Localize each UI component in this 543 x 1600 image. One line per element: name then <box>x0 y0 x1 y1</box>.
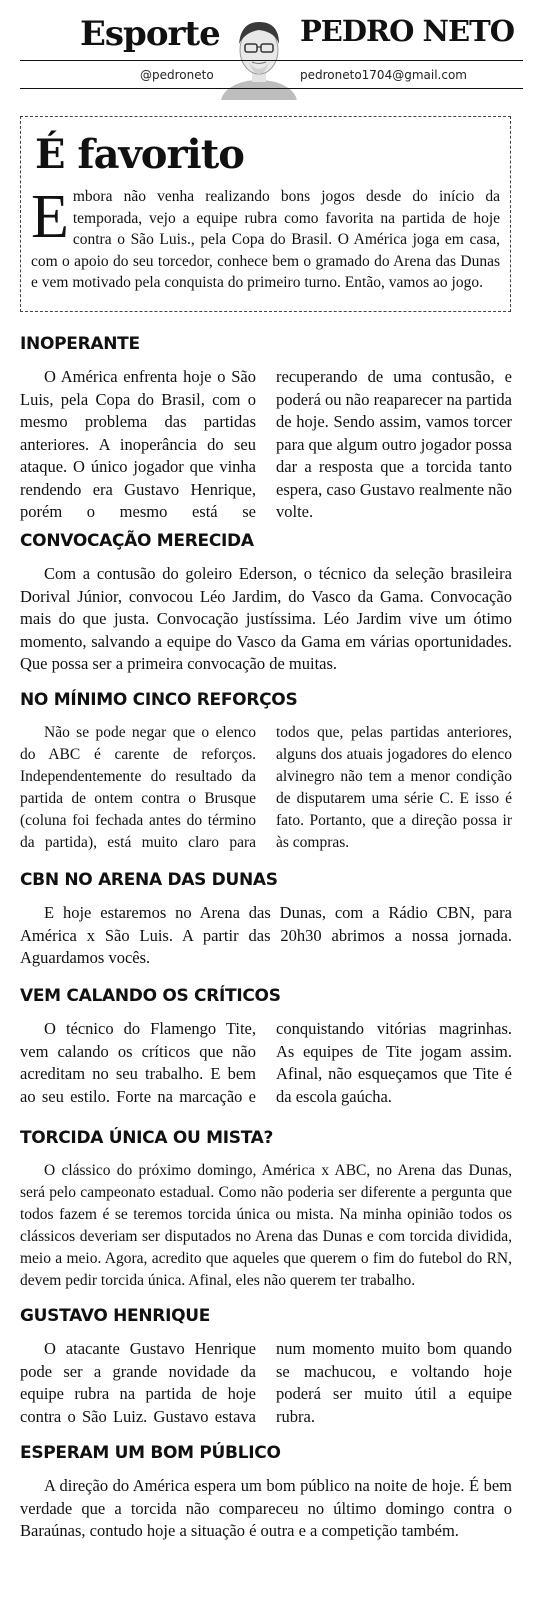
lead-body: mbora não venha realizando bons jogos desde do início da temporada, vejo a equipe rubra como favorita na partida de hoje contra o São Luis., pela Copa do Brasil. O América joga em casa, com o apoio do seu torcedor, conhece bem o gramado do Arena das Dunas e vem motivado pela conquista do primeiro turno. Então, vamos ao jogo. <box>31 188 500 291</box>
section-calando-criticos <box>20 986 512 1108</box>
masthead-rule-top <box>20 60 523 61</box>
section-headline: TORCIDA ÚNICA OU MISTA? <box>20 1128 274 1148</box>
columnist-portrait <box>221 10 297 100</box>
columnist-email: pedroneto1704@gmail.com <box>300 68 467 82</box>
masthead <box>0 0 543 100</box>
section-body: Não se pode negar que o elenco do ABC é carente de reforços. Independentemente do resultado da partida de ontem contra o Brusque (coluna foi fechada antes do término da partida), está muito claro para todos que, pelas partidas anteriores, alguns dos atuais jogadores do elenco alvinegro não tem a menor condição de disputarem uma série C. E isso é fato. Portanto, que a direção possa ir às compras. <box>20 724 512 851</box>
section-gustavo-henrique <box>20 1306 512 1428</box>
section-body: O atacante Gustavo Henrique pode ser a grande novidade da equipe rubra na partida de hoje contra o São Luiz. Gustavo estava num momento muito bom quando se machucou, e voltando hoje poderá ser muito útil a equipe rubra. <box>20 1339 512 1426</box>
section-headline: ESPERAM UM BOM PÚBLICO <box>20 1443 281 1463</box>
section-body: E hoje estaremos no Arena das Dunas, com a Rádio CBN, para América x São Luis. A partir das 20h30 abrimos a nossa jornada. Aguardamos vocês. <box>20 903 512 967</box>
lead-text <box>31 183 500 294</box>
section-bom-publico <box>20 1443 512 1543</box>
lead-title: É favorito <box>35 131 244 178</box>
lead-dropcap: E <box>31 183 69 251</box>
section-body: O América enfrenta hoje o São Luis, pela Copa do Brasil, com o mesmo problema das partidas anteriores. A inoperância do seu ataque. O único jogador que vinha rendendo era Gustavo Henrique, porém o mesmo está se recuperando de uma contusão, e poderá ou não reaparecer na partida de hoje. Sendo assim, vamos torcer para que algum outro jogador possa dar a resposta que a torcida tanto espera, caso Gustavo realmente não volte. <box>20 367 512 521</box>
section-body: Com a contusão do goleiro Ederson, o técnico da seleção brasileira Dorival Júnior, convocou Léo Jardim, do Vasco da Gama. Convocação mais do que justa. Convocação justíssima. Léo Jardim vive um ótimo momento, salvando a equipe do Vasco da Gama em várias oportunidades. Que possa ser a primeira convocação de muitas. <box>20 564 512 673</box>
section-body: A direção do América espera um bom público na noite de hoje. É bem verdade que a torcida não compareceu no último domingo contra o Baraúnas, contudo hoje a situação é outra e a competição também. <box>20 1476 512 1540</box>
portrait-image <box>221 10 297 100</box>
lead-article-box <box>20 116 511 312</box>
section-convocacao-merecida <box>20 531 512 676</box>
section-body: O clássico do próximo domingo, América x ABC, no Arena das Dunas, será pelo campeonato estadual. Como não poderia ser diferente a pergunta que todos fazem é se teremos torcida única ou mista. Na minha opinião todos os clássicos deveriam ser disputados no Arena das Dunas e com torcida dividida, meio a meio. Agora, acredito que aqueles que querem o fim do futebol do RN, devem pedir torcida única. Afinal, eles não querem ter trabalho. <box>20 1162 512 1289</box>
section-inoperante <box>20 334 512 524</box>
section-cinco-reforcos <box>20 690 512 854</box>
section-headline: CONVOCAÇÃO MERECIDA <box>20 531 254 551</box>
section-headline: INOPERANTE <box>20 334 140 354</box>
section-headline: GUSTAVO HENRIQUE <box>20 1306 211 1326</box>
section-headline: VEM CALANDO OS CRÍTICOS <box>20 986 281 1006</box>
social-handle: @pedroneto <box>140 68 214 82</box>
columnist-name: PEDRO NETO <box>300 14 514 48</box>
masthead-rule-bottom <box>20 88 523 89</box>
section-headline: NO MÍNIMO CINCO REFORÇOS <box>20 690 298 710</box>
section-body: O técnico do Flamengo Tite, vem calando os críticos que não acreditam no seu trabalho. E bem ao seu estilo. Forte na marcação e conquistando vitórias magrinhas. As equipes de Tite jogam assim. Afinal, não esqueçamos que Tite é da escola gaúcha. <box>20 1019 512 1106</box>
section-torcida-unica <box>20 1128 512 1292</box>
section-headline: CBN NO ARENA DAS DUNAS <box>20 870 278 890</box>
section-name: Esporte <box>80 14 220 54</box>
section-cbn-arena <box>20 870 512 970</box>
